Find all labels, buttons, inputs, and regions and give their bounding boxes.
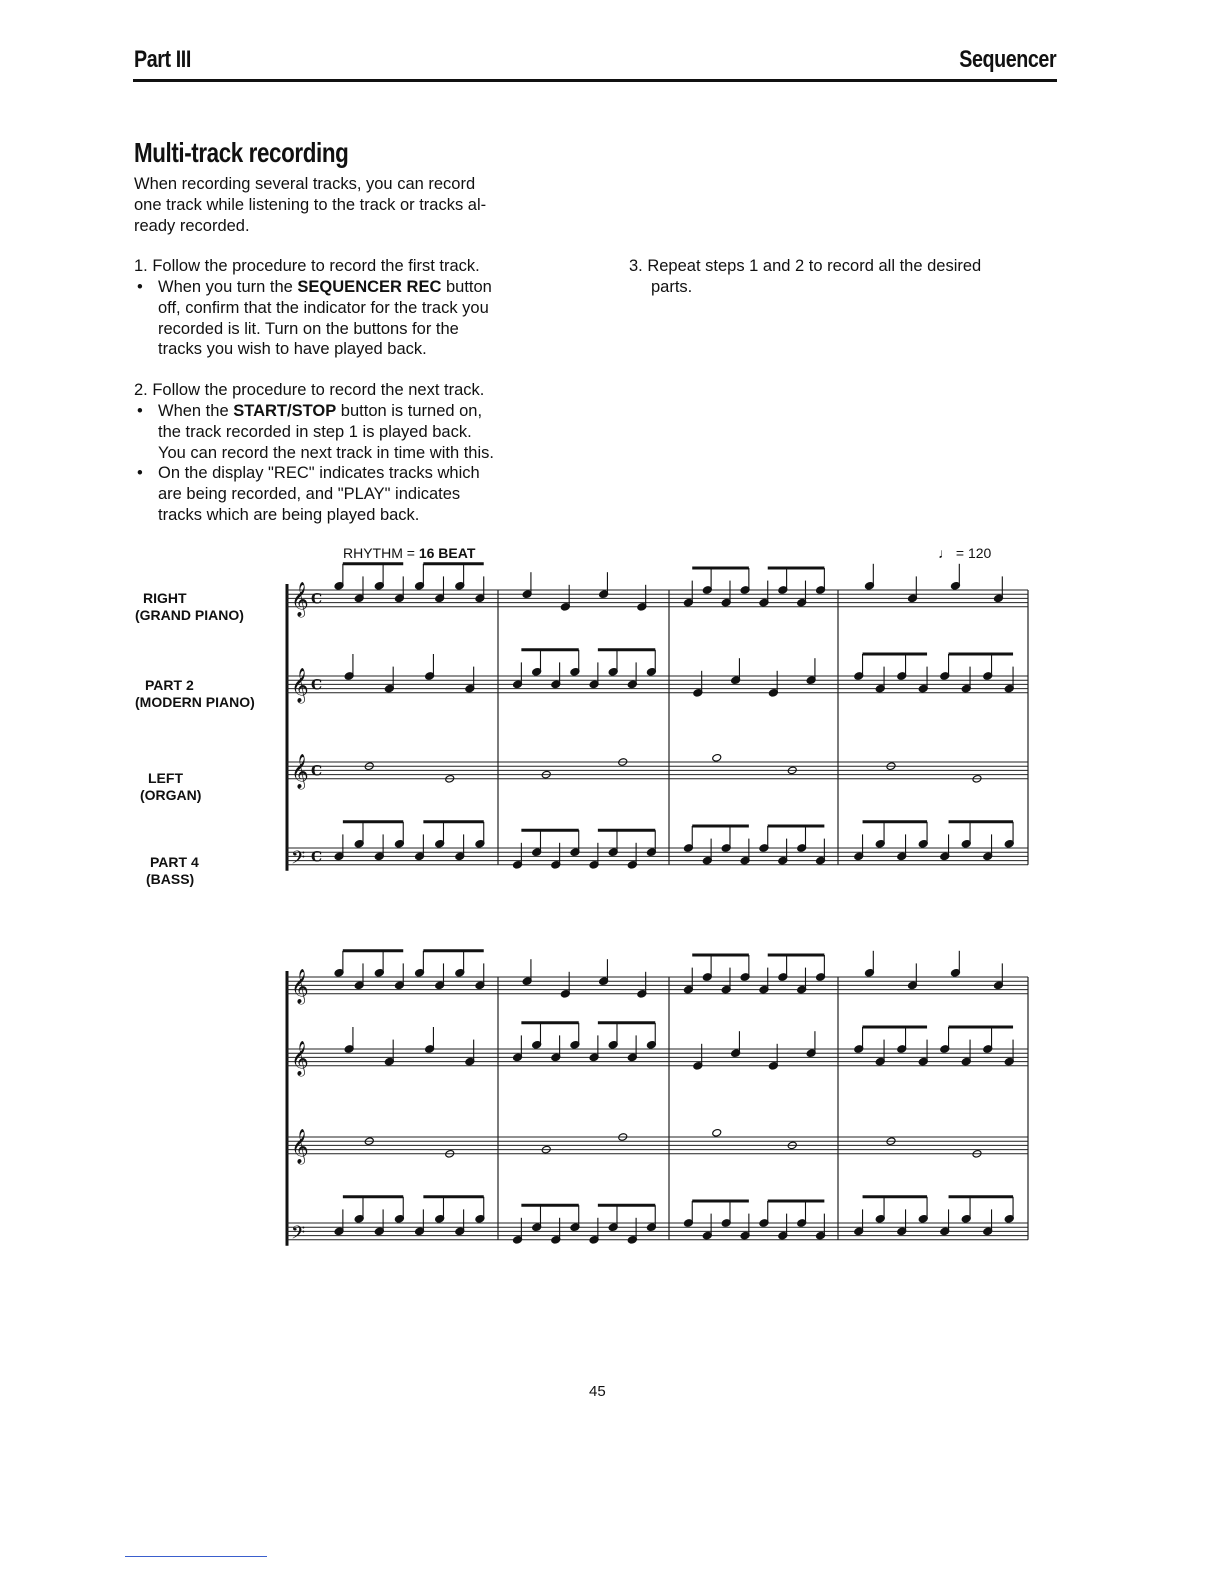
- step-1: 1. Follow the procedure to record the first track.: [134, 257, 480, 275]
- step-3: 3. Repeat steps 1 and 2 to record all the desired parts.: [629, 257, 982, 296]
- common-time: C: [311, 763, 323, 780]
- step-2: 2. Follow the procedure to record the next track.: [134, 381, 485, 399]
- treble-clef: 𝄞: [291, 753, 309, 789]
- step-2-bullet-1: • When the START/STOP button is turned on, the track recorded in step 1 is played back. You can record the next track in time with this.: [137, 402, 494, 462]
- common-time: C: [311, 677, 323, 694]
- step-1-bullet: • When you turn the SEQUENCER REC button off, confirm that the indicator for the track you recorded is lit. Turn on the buttons for the tracks you wish to have played back.: [137, 278, 492, 359]
- treble-clef: 𝄞: [291, 1128, 309, 1164]
- tempo-marking: ♩ = 120: [938, 545, 992, 561]
- track-label-right: RIGHT (GRAND PIANO): [135, 590, 244, 623]
- bass-clef: 𝄢: [291, 1222, 306, 1248]
- header-section-label: Sequencer: [959, 46, 1056, 73]
- track-label-part4: PART 4 (BASS): [146, 854, 199, 887]
- intro-line: When recording several tracks, you can record: [134, 175, 476, 193]
- section-title: Multi-track recording: [134, 137, 349, 168]
- common-time: C: [311, 849, 323, 866]
- note-head: [712, 1128, 722, 1137]
- header-part-label: Part III: [134, 46, 191, 73]
- treble-clef: 𝄞: [291, 667, 309, 703]
- track-label-left: LEFT (ORGAN): [140, 770, 202, 803]
- bottom-rule: [125, 1556, 267, 1557]
- bass-clef: 𝄢: [291, 847, 306, 873]
- intro-line: ready recorded.: [134, 217, 250, 235]
- treble-clef: 𝄞: [291, 1040, 309, 1076]
- treble-clef: 𝄞: [291, 581, 309, 617]
- note-head: [712, 753, 722, 762]
- track-label-part2: PART 2 (MODERN PIANO): [135, 677, 255, 710]
- common-time: C: [311, 591, 323, 608]
- treble-clef: 𝄞: [291, 968, 309, 1004]
- page-number: 45: [589, 1383, 606, 1400]
- rhythm-marking: RHYTHM = 16 BEAT: [343, 545, 476, 561]
- step-2-bullet-2: • On the display "REC" indicates tracks which are being recorded, and "PLAY" indicates tracks which are being played back.: [137, 464, 480, 524]
- quarter-note-icon: ♩: [938, 545, 952, 561]
- intro-line: one track while listening to the track or tracks al-: [134, 196, 487, 214]
